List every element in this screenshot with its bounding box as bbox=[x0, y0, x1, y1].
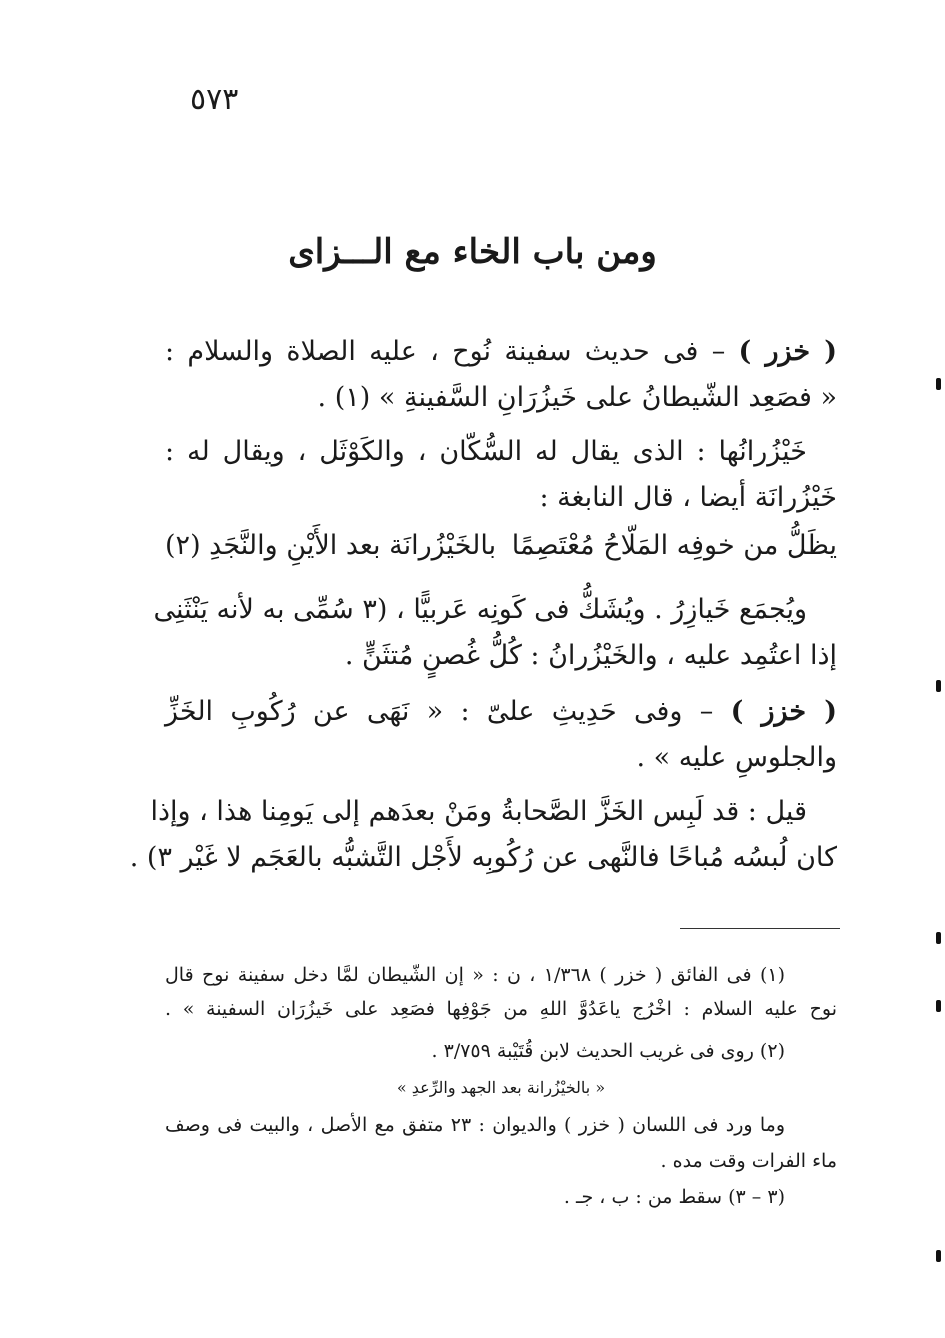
footnote-divider bbox=[680, 928, 840, 929]
poem-hemistich-1: يظَلُّ من خوفِه المَلّاحُ مُعْتَصِمًا bbox=[511, 530, 837, 561]
page-number: ٥٧٣ bbox=[190, 82, 239, 117]
entry-khzr-line-5: ويُجمَع خَيازِرُ . ويُشَكُّ فى كَونِه عَربيًّا ، (٣ سُمِّى به لأنه يَنْثَنِى bbox=[153, 594, 807, 625]
entry-khzz-headword: ( خزز ) bbox=[730, 696, 837, 727]
entry-khzr-line-6: إذا اعتُمِد عليه ، والخَيْزُرانُ : كُلُّ غُصنٍ مُتثَنٍّ . bbox=[344, 640, 837, 671]
entry-khzr-line-3: خَيْزُرانُها : الذى يقال له السُّكّان ، والكَوْثَل ، ويقال له : bbox=[165, 436, 807, 467]
margin-mark bbox=[936, 680, 941, 692]
footnote-3: (٣ – ٣) سقط من : ب ، جـ . bbox=[563, 1186, 785, 1208]
footnote-1-line-2: نوح عليه السلام : اخْرُج ياعَدُوَّ اللهِ من جَوْفِها فصَعِد على خَيزُرَان السفينة » . bbox=[165, 998, 837, 1020]
margin-mark bbox=[936, 1000, 941, 1012]
entry-khzz-line-1 bbox=[165, 696, 837, 728]
footnote-2-line-1: (٢) روى فى غريب الحديث لابن قُتَيْبة ٣/٧٥٩ . bbox=[431, 1040, 785, 1062]
entry-khzr-line-1-text: – فى حديث سفينة نُوح ، عليه الصلاة والسلام : bbox=[165, 336, 739, 367]
margin-mark bbox=[936, 932, 941, 944]
entry-khzr-line-4: خَيْزُرانَة أيضا ، قال النابغة : bbox=[539, 482, 837, 513]
entry-khzr-line-1 bbox=[165, 336, 837, 368]
footnote-2-verse: « بالخيْزُرانة بعد الجهد والرِّعدِ » bbox=[396, 1078, 606, 1097]
entry-khzz-line-3: قيل : قد لَبِس الخَزَّ الصَّحابةُ ومَنْ بعدَهم إلى يَومِنا هذا ، وإذا bbox=[150, 796, 807, 827]
poem-verse bbox=[165, 530, 837, 566]
footnote-1-line-1: (١) فى الفائق ( خزر ) ١/٣٦٨ ، ن : « إن الشّيطان لمَّا دخل سفينة نوح قال bbox=[165, 964, 786, 986]
entry-khzz-line-1-text: – وفى حَدِيثِ علىّ : « نَهَى عن رُكُوبِ الخَزِّ bbox=[165, 696, 731, 727]
poem-hemistich-2: بالخَيْزُرانَة بعد الأَيْنِ والنَّجَدِ (٢) bbox=[165, 530, 497, 561]
entry-khzz-line-2: والجلوسِ عليه » . bbox=[636, 742, 837, 773]
footnote-2-line-3: ماء الفرات وقت مده . bbox=[660, 1150, 837, 1172]
chapter-title: ومن باب الخاء مع الـــزاى bbox=[288, 232, 657, 272]
entry-khzr-line-2: « فصَعِد الشّيطانُ على خَيزُرَانِ السَّفينةِ » (١) . bbox=[317, 382, 837, 413]
entry-khzr-headword: ( خزر ) bbox=[738, 336, 837, 367]
margin-mark bbox=[936, 1250, 941, 1262]
margin-mark bbox=[936, 378, 941, 390]
entry-khzz-line-4: كان لُبسُه مُباحًا فالنَّهى عن رُكُوبِه لأَجْل التَّشبُّه بالعَجَم لا غَيْر ٣) . bbox=[129, 842, 837, 873]
footnote-2-line-2: وما ورد فى اللسان ( خزر ) والديوان : ٢٣ متفق مع الأصل ، والبيت فى وصف bbox=[165, 1114, 785, 1136]
